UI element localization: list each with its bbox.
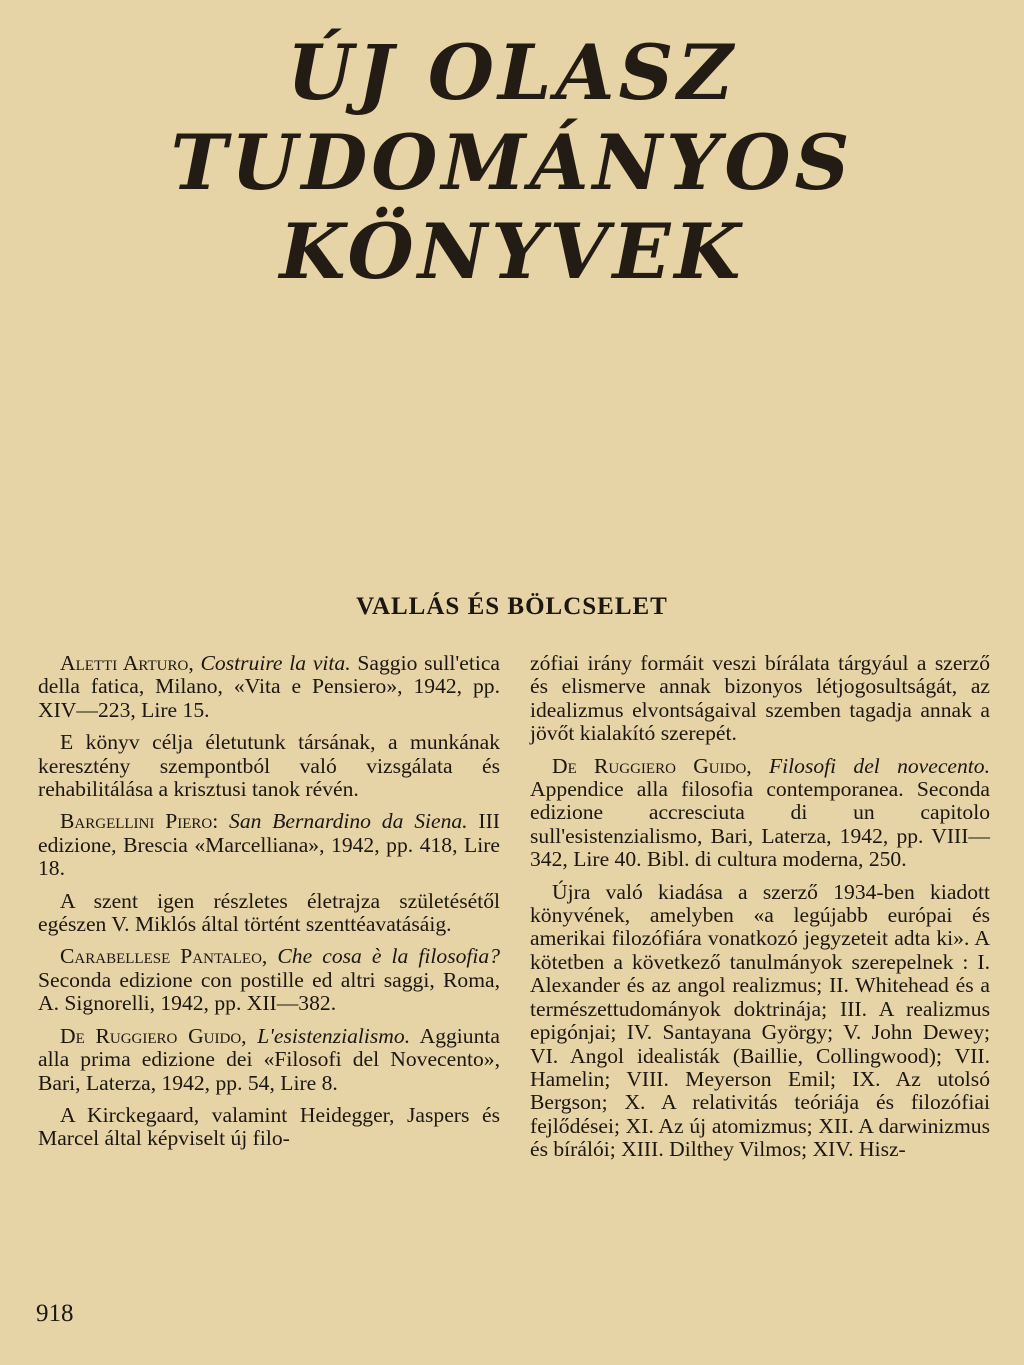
review-text: A szent igen részletes életrajza születésétől egészen V. Miklós által történt szenttéavatásáig. — [38, 888, 500, 937]
page-title-line1: ÚJ OLASZ — [287, 28, 737, 117]
entry-author: Bargellini Piero: — [60, 809, 219, 834]
entry-author: Aletti Arturo, — [60, 651, 194, 675]
bibliography-entry — [38, 810, 500, 880]
entry-details: III edizione, Brescia «Marcelliana», 1942, pp. 418, Lire 18. — [38, 809, 500, 881]
page-title-line2: TUDOMÁNYOS KÖNYVEK — [170, 118, 854, 296]
right-column — [530, 652, 990, 1171]
section-heading: VALLÁS ÉS BÖLCSELET — [356, 593, 668, 620]
entry-details: Saggio sull'etica della fatica, Milano, «Vita e Pensiero», 1942, pp. XIV—223, Lire 15. — [38, 651, 500, 722]
bibliography-entry — [38, 652, 500, 722]
review-text-continued: zófiai irány formáit veszi bírálata tárgyául a szerző és elismerve annak bizonyos létjogosultságát, az idealizmus elvontságaival szemben tagadja annak a jövőt kialakító szerepét. — [530, 651, 990, 746]
bibliography-entry — [530, 755, 990, 872]
entry-title: Filosofi del novecento. — [768, 753, 990, 778]
entry-title: L'esistenzialismo. — [257, 1023, 411, 1048]
entry-details: Seconda edizione con postille ed altri saggi, Roma, A. Signorelli, 1942, pp. XII—382. — [38, 967, 500, 1016]
entry-title: San Bernardino da Siena. — [229, 809, 468, 834]
entry-author: De Ruggiero Guido, — [60, 1023, 247, 1048]
entry-author: Carabellese Pantaleo, — [60, 944, 268, 969]
review-text: Újra való kiadása a szerző 1934-ben kiadott könyvének, amelyben «a legújabb európai és amerikai filozófiára vonatkozó jegyzeteit adta ki». A kötetben a következő tanulmányok szerepelnek : I. Alexander és az angol realizmus; II. Whitehead és a természettudományok doktrinája; III. A realizmus epigónjai; IV. Santayana György; V. John Dewey; VI. Angol idealisták (Baillie, Collingwood); VII. Hamelin; VIII. Meyerson Emil; IX. Az utolsó Bergson; X. A relativitás teóriája és filozófiai fejlődései; XI. Az új atomizmus; XII. A darwinizmus és bírálói; XIII. Dilthey Vilmos; XIV. Hisz- — [530, 879, 990, 1162]
bibliography-entry — [38, 945, 500, 1015]
entry-title: Costruire la vita. — [200, 651, 351, 675]
bibliography-entry — [38, 1025, 500, 1095]
entry-details: Appendice alla filosofia contemporanea. Seconda edizione accresciuta di un capitolo sull'esistenzialismo, Bari, Laterza, 1942, pp. VIII—342, Lire 40. Bibl. di cultura moderna, 250. — [530, 777, 990, 872]
entry-details: Aggiunta alla prima edizione dei «Filosofi del Novecento», Bari, Laterza, 1942, pp. 54, Lire 8. — [38, 1023, 500, 1095]
entry-author: De Ruggiero Guido, — [552, 753, 752, 778]
review-text: E könyv célja életutunk társának, a munkának keresztény szempontból való vizsgálata és rehabilitálása a krisztusi tanok révén. — [38, 730, 500, 802]
left-column — [38, 652, 500, 1160]
review-text: A Kirckegaard, valamint Heidegger, Jaspers és Marcel által képviselt új filo- — [38, 1102, 500, 1151]
page-number: 918 — [36, 1300, 74, 1327]
entry-title: Che cosa è la filosofia? — [277, 944, 501, 969]
